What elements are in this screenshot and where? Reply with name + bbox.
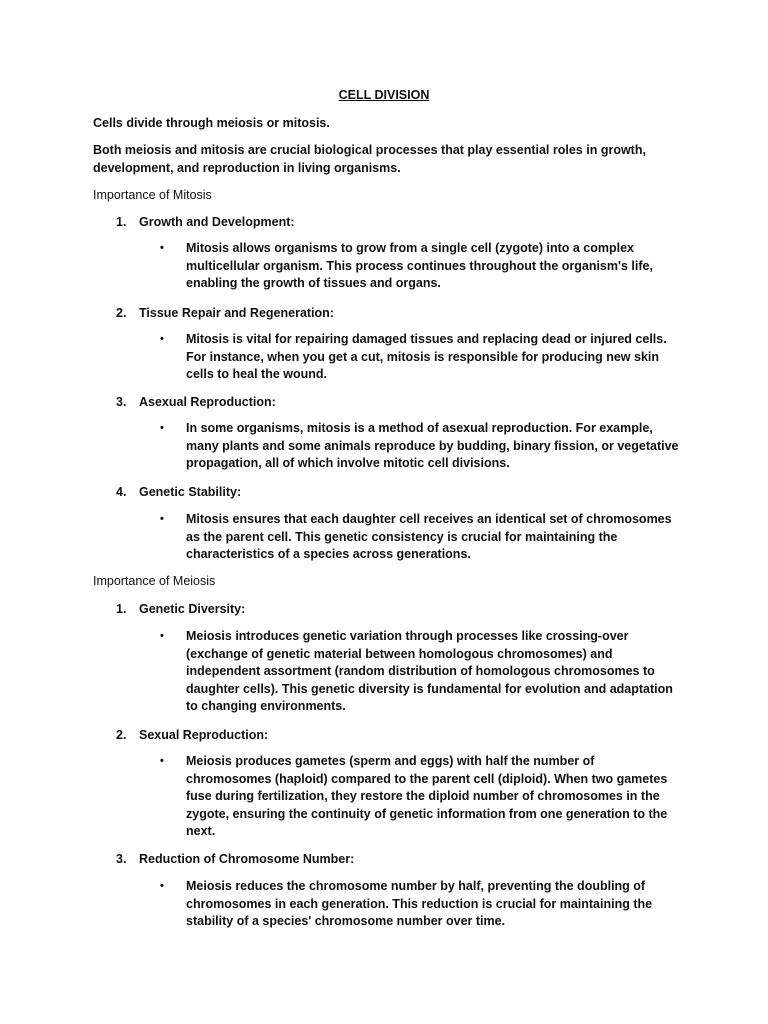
- bullet-text: Mitosis ensures that each daughter cell receives an identical set of chromosomes as the parent cell. This genetic consistency is crucial for maintaining the characteristics of a species across generations.: [186, 512, 672, 562]
- meiosis-item-1: [116, 600, 245, 618]
- meiosis-bullet-2: [160, 753, 680, 841]
- overview-paragraph: Both meiosis and mitosis are crucial biological processes that play essential roles in growth, development, and reproduction in living organisms.: [93, 143, 646, 175]
- mitosis-item-2: [116, 304, 334, 322]
- item-label: Asexual Reproduction:: [139, 395, 276, 409]
- bullet-text: In some organisms, mitosis is a method of asexual reproduction. For example, many plants and some animals reproduce by budding, binary fission, or vegetative propagation, all of which involve mitotic cell divisions.: [186, 421, 679, 471]
- mitosis-bullet-3: [160, 420, 680, 473]
- mitosis-heading: Importance of Mitosis: [93, 188, 212, 202]
- bullet-icon: •: [160, 242, 164, 254]
- mitosis-bullet-1: [160, 240, 680, 293]
- item-number: 3.: [116, 852, 127, 866]
- item-label: Genetic Diversity:: [139, 602, 246, 616]
- item-number: 4.: [116, 485, 127, 499]
- mitosis-item-3: [116, 393, 276, 411]
- meiosis-item-2: [116, 726, 268, 744]
- item-label: Growth and Development:: [139, 215, 295, 229]
- bullet-text: Meiosis reduces the chromosome number by half, preventing the doubling of chromosomes in each generation. This reduction is crucial for maintaining the stability of a species' chromosome number over time.: [186, 879, 653, 929]
- item-number: 3.: [116, 395, 127, 409]
- bullet-icon: •: [160, 333, 164, 345]
- item-number: 2.: [116, 306, 127, 320]
- meiosis-item-3: [116, 850, 354, 868]
- bullet-text: Meiosis introduces genetic variation through processes like crossing-over (exchange of genetic material between homologous chromosomes) and independent assortment (random distribution of homologous chromosomes to daughter cells). This genetic diversity is fundamental for evolution and adaptation to changing environments.: [186, 629, 673, 714]
- bullet-text: Mitosis is vital for repairing damaged tissues and replacing dead or injured cells. For instance, when you get a cut, mitosis is responsible for producing new skin cells to heal the wound.: [186, 332, 667, 382]
- bullet-icon: •: [160, 630, 164, 642]
- bullet-icon: •: [160, 755, 164, 767]
- item-number: 1.: [116, 602, 127, 616]
- bullet-icon: •: [160, 880, 164, 892]
- bullet-icon: •: [160, 422, 164, 434]
- item-label: Sexual Reproduction:: [139, 728, 269, 742]
- bullet-icon: •: [160, 513, 164, 525]
- bullet-text: Meiosis produces gametes (sperm and eggs) with half the number of chromosomes (haploid) compared to the parent cell (diploid). When two gametes fuse during fertilization, they restore the diploid number of chromosomes in the zygote, ensuring the continuity of genetic information from one generation to the next.: [186, 754, 668, 839]
- intro-paragraph: Cells divide through meiosis or mitosis.: [93, 116, 330, 130]
- mitosis-item-1: [116, 213, 295, 231]
- meiosis-bullet-1: [160, 628, 680, 716]
- item-number: 2.: [116, 728, 127, 742]
- bullet-text: Mitosis allows organisms to grow from a single cell (zygote) into a complex multicellular organism. This process continues throughout the organism's life, enabling the growth of tissues and organs.: [186, 241, 653, 291]
- item-label: Reduction of Chromosome Number:: [139, 852, 355, 866]
- mitosis-bullet-4: [160, 511, 680, 564]
- meiosis-bullet-3: [160, 878, 680, 931]
- item-label: Genetic Stability:: [139, 485, 242, 499]
- mitosis-item-4: [116, 483, 241, 501]
- mitosis-bullet-2: [160, 331, 680, 384]
- document-title: CELL DIVISION: [338, 88, 430, 102]
- item-label: Tissue Repair and Regeneration:: [139, 306, 334, 320]
- meiosis-heading: Importance of Meiosis: [93, 574, 216, 588]
- item-number: 1.: [116, 215, 127, 229]
